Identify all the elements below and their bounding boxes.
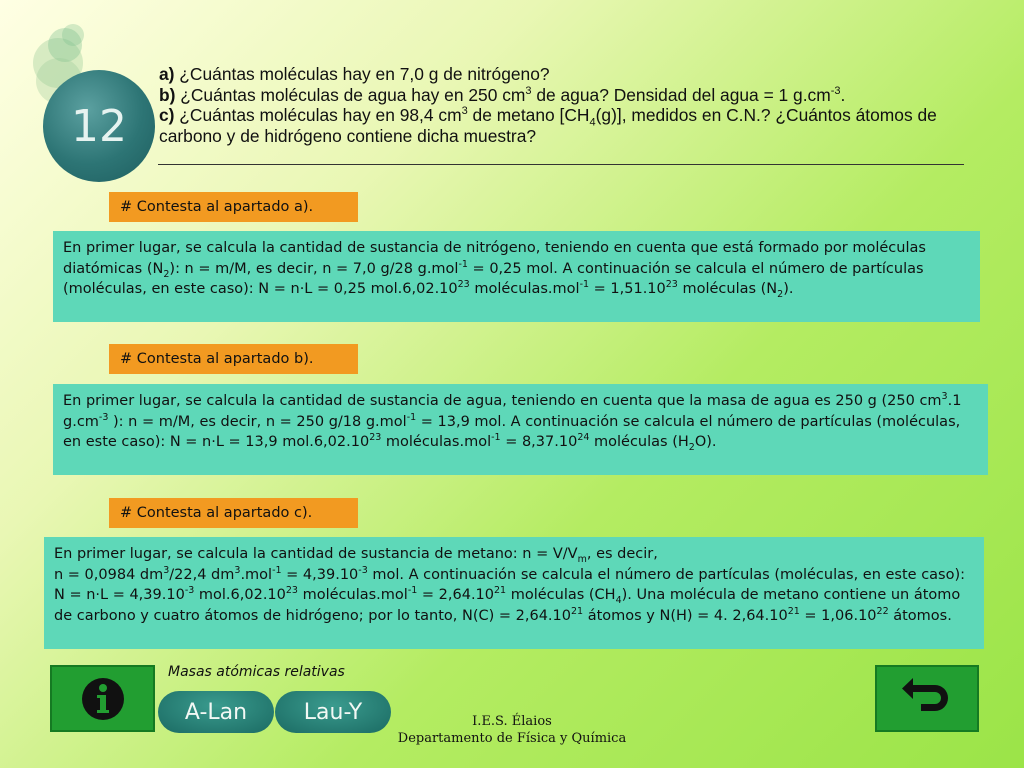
answer-text-segment: ): n = m/M, es decir, n = 7,0 g/28 g.mol xyxy=(169,260,459,277)
return-arrow-icon xyxy=(901,677,953,721)
pill-alan-label: A-Lan xyxy=(184,699,248,725)
slide-number: 12 xyxy=(71,100,127,152)
answer-text-segment: moléculas (CH xyxy=(506,587,616,603)
question-c-sup: 3 xyxy=(461,105,468,118)
answer-part-a xyxy=(53,231,980,322)
answer-text-segment: 21 xyxy=(571,605,584,617)
answer-text-segment: 3 xyxy=(163,564,170,576)
footer-school: I.E.S. Élaios xyxy=(472,714,552,729)
decor-bubble xyxy=(62,24,84,46)
footer-department: Departamento de Física y Química xyxy=(397,731,627,746)
slide-number-badge xyxy=(43,70,155,182)
question-c xyxy=(159,105,969,146)
question-c-part: de metano [CH xyxy=(467,105,590,126)
answer-text-segment: = 1,51.10 xyxy=(589,281,666,297)
answer-text-segment: átomos. xyxy=(888,607,952,624)
label-part-c[interactable]: # Contesta al apartado c). xyxy=(109,498,358,528)
periodic-table-a-lan-button[interactable] xyxy=(158,691,274,733)
answer-text-segment: m xyxy=(577,553,587,565)
answer-text-segment: n = 0,0984 dm xyxy=(54,566,164,583)
question-a-text: ¿Cuántas moléculas hay en 7,0 g de nitrógeno? xyxy=(174,64,550,84)
answer-text-segment: = 4,39.10 xyxy=(281,566,359,583)
answer-text-segment: moléculas.mol xyxy=(381,434,492,450)
question-b-part: ¿Cuántas moléculas de agua hay en 250 cm xyxy=(175,84,526,105)
answer-text-segment: moléculas.mol xyxy=(297,587,408,603)
answer-text-segment: 23 xyxy=(457,279,470,291)
periodic-table-lau-y-button[interactable] xyxy=(275,691,391,733)
answer-text-segment: /22,4 dm xyxy=(169,566,235,583)
return-button[interactable] xyxy=(875,665,979,732)
answer-text-segment: 22 xyxy=(876,605,889,617)
answer-text-segment: -1 xyxy=(407,585,418,597)
question-a-marker: a) xyxy=(159,64,175,84)
answer-text-segment: moléculas (H xyxy=(589,434,689,450)
answer-text-segment: = 2,64.10 xyxy=(417,587,495,603)
answer-text-segment: -1 xyxy=(579,279,590,291)
answer-text-segment: 23 xyxy=(369,432,382,444)
answer-text-segment: 23 xyxy=(665,279,678,291)
divider xyxy=(158,164,964,165)
answer-text-segment: En primer lugar, se calcula la cantidad de sustancia de agua, teniendo en cuenta que la masa de agua es 250 g (250 cm xyxy=(63,393,942,409)
answer-text-segment: moléculas (N xyxy=(677,281,778,297)
atomic-masses-link[interactable]: Masas atómicas relativas xyxy=(168,664,345,680)
answer-text-segment: átomos y N(H) = 4. 2,64.10 xyxy=(583,607,788,624)
question-b-part: . xyxy=(840,84,846,105)
answer-text-segment: -1 xyxy=(491,432,501,444)
answer-text-segment: 3 xyxy=(234,564,241,576)
answer-text-segment: 23 xyxy=(285,585,298,597)
answer-text-segment: ): n = m/M, es decir, n = 250 g/18 g.mol xyxy=(108,413,407,430)
label-part-b[interactable]: # Contesta al apartado b). xyxy=(109,344,358,374)
info-icon xyxy=(80,676,126,722)
answer-part-c xyxy=(44,537,984,649)
question-b-sup: 3 xyxy=(525,84,532,97)
answer-text-segment: = 1,06.10 xyxy=(799,607,877,624)
answer-text-segment: -1 xyxy=(272,564,282,576)
answer-text-segment: ). xyxy=(783,281,794,297)
question-c-part: (g)], medidos en C.N.? ¿Cuántos átomos de carbono y de hidrógeno contiene dicha muestra? xyxy=(159,105,937,146)
info-button[interactable] xyxy=(50,665,155,732)
answer-text-segment: 3 xyxy=(941,391,948,403)
answer-text-segment: -3 xyxy=(184,585,195,597)
answer-text-segment: 2 xyxy=(688,441,695,453)
answer-text-segment: 24 xyxy=(577,432,590,444)
answer-text-segment: mol. A continuación se calcula el número de partículas (moléculas, en este caso): N = n·L = 4,39.10 xyxy=(54,566,966,603)
answer-text-segment: -1 xyxy=(406,411,417,423)
footer xyxy=(380,713,644,747)
answer-text-segment: ). Una molécula de metano contiene un átomo de carbono y cuatro átomos de hidrógeno; por lo tanto, N(C) = 2,64.10 xyxy=(54,587,961,624)
answer-text-segment: 21 xyxy=(494,585,507,597)
answer-text-segment: .1 g.cm xyxy=(63,393,962,430)
answer-text-segment: O). xyxy=(694,434,717,450)
question-b-marker: b) xyxy=(159,84,176,105)
pill-lau-label: Lau-Y xyxy=(303,699,363,725)
answer-text-segment: , es decir, xyxy=(586,546,658,562)
answer-text-segment: 21 xyxy=(787,605,800,617)
answer-text-segment: = 13,9 mol. A continuación se calcula el número de partículas (moléculas, en este caso): N = n·L = 13,9 mol.6,02.10 xyxy=(63,413,961,450)
question-b-part: de agua? Densidad del agua = 1 g.cm xyxy=(531,84,831,105)
answer-text-segment: -3 xyxy=(98,411,109,423)
question-text xyxy=(159,64,969,146)
question-b xyxy=(159,85,969,106)
answer-part-b xyxy=(53,384,988,475)
answer-text-segment: = 8,37.10 xyxy=(500,434,578,450)
label-part-a[interactable]: # Contesta al apartado a). xyxy=(109,192,358,222)
answer-text-segment: En primer lugar, se calcula la cantidad de sustancia de nitrógeno, teniendo en cuenta que está formado por moléculas diatómicas (N xyxy=(63,240,926,277)
answer-text-segment: mol.6,02.10 xyxy=(194,587,286,603)
answer-text-segment: .mol xyxy=(240,566,273,583)
question-b-sup: -3 xyxy=(830,84,841,97)
answer-text-segment: 2 xyxy=(777,288,784,300)
answer-text-segment: moléculas.mol xyxy=(469,281,580,297)
question-c-part: ¿Cuántas moléculas hay en 98,4 cm xyxy=(174,105,462,126)
answer-text-segment: 4 xyxy=(615,594,622,606)
answer-text-segment: = 0,25 mol. A continuación se calcula el número de partículas (moléculas, en este caso): N = n·L = 0,25 mol.6,02.10 xyxy=(63,260,924,297)
question-c-marker: c) xyxy=(159,105,175,126)
question-c-sub: 4 xyxy=(589,116,596,129)
answer-text-segment: -3 xyxy=(358,564,368,576)
question-a xyxy=(159,64,969,85)
answer-text-segment: En primer lugar, se calcula la cantidad de sustancia de metano: n = V/V xyxy=(54,546,578,562)
answer-text-segment: 2 xyxy=(163,268,170,280)
answer-text-segment: -1 xyxy=(458,258,468,270)
